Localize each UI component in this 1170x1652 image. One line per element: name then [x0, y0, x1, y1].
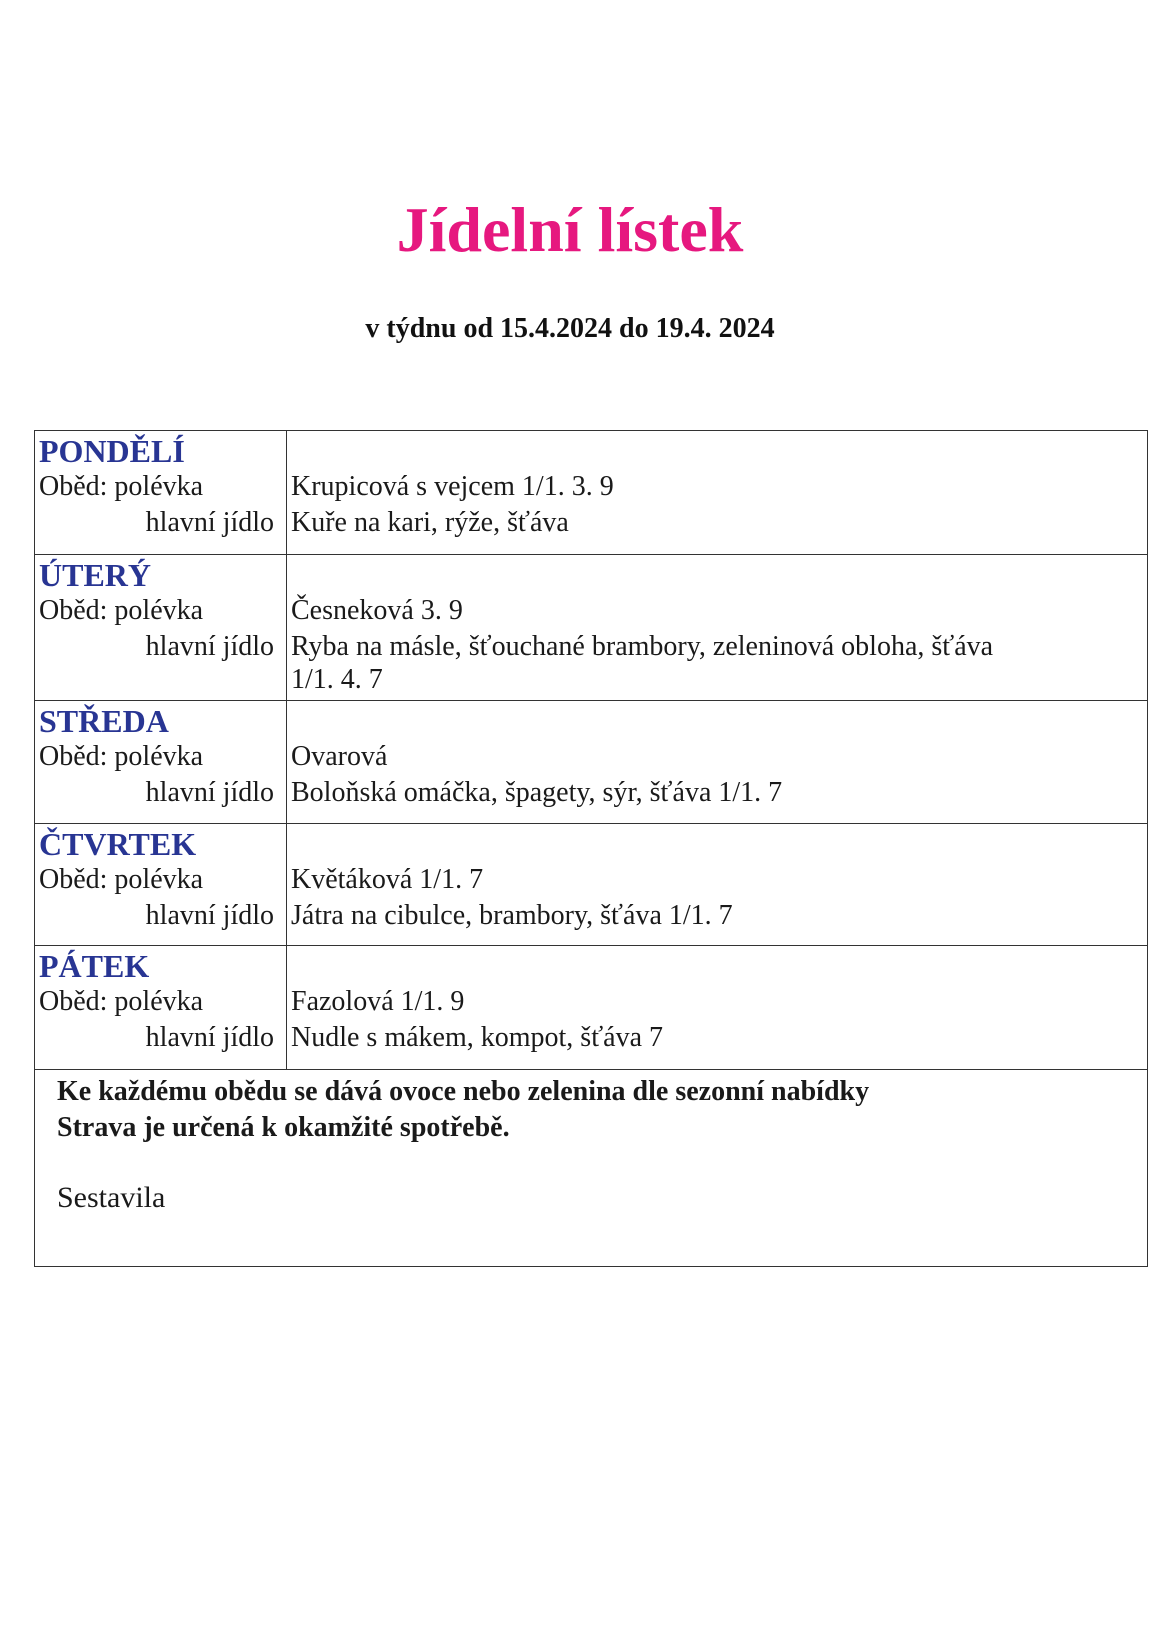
- soup-dish: Fazolová 1/1. 9: [291, 986, 465, 1017]
- footer-notes: [35, 1070, 1147, 1266]
- day-name: STŘEDA: [39, 703, 169, 739]
- author-signature: Sestavila: [57, 1181, 166, 1214]
- note-seasonal-fruit: Ke každému obědu se dává ovoce nebo zelenina dle sezonní nabídky: [57, 1076, 870, 1107]
- day-dishes-cell: [287, 946, 1147, 1069]
- day-dishes-cell: [287, 824, 1147, 945]
- main-dish-label: hlavní jídlo: [145, 777, 274, 808]
- main-dish-label: hlavní jídlo: [145, 507, 274, 538]
- main-dish: Nudle s mákem, kompot, šťáva 7: [291, 1022, 664, 1053]
- day-row-friday: [35, 946, 1147, 1070]
- day-row-monday: [35, 431, 1147, 555]
- main-dish-label: hlavní jídlo: [145, 631, 274, 662]
- day-name: PONDĚLÍ: [39, 433, 185, 469]
- page-title: Jídelní lístek: [396, 194, 744, 265]
- week-range: v týdnu od 15.4.2024 do 19.4. 2024: [365, 313, 775, 344]
- day-labels-cell: [35, 824, 287, 945]
- main-dish: Kuře na kari, rýže, šťáva: [291, 507, 569, 538]
- day-dishes-cell: [287, 431, 1147, 554]
- day-labels-cell: [35, 946, 287, 1069]
- main-dish: Ryba na másle, šťouchané brambory, zeleninová obloha, šťáva: [291, 631, 994, 662]
- day-labels-cell: [35, 555, 287, 700]
- menu-table: [34, 430, 1148, 1267]
- main-dish: Boloňská omáčka, špagety, sýr, šťáva 1/1. 7: [291, 777, 783, 808]
- day-dishes-cell: [287, 701, 1147, 823]
- soup-label: Oběd: polévka: [39, 471, 204, 502]
- soup-dish: Česneková 3. 9: [291, 595, 463, 626]
- soup-dish: Krupicová s vejcem 1/1. 3. 9: [291, 471, 614, 502]
- soup-label: Oběd: polévka: [39, 595, 204, 626]
- soup-dish: Ovarová: [291, 741, 388, 772]
- soup-label: Oběd: polévka: [39, 986, 204, 1017]
- day-name: ČTVRTEK: [39, 826, 197, 862]
- day-labels-cell: [35, 431, 287, 554]
- day-row-tuesday: [35, 555, 1147, 701]
- main-dish-label: hlavní jídlo: [145, 1022, 274, 1053]
- soup-label: Oběd: polévka: [39, 741, 204, 772]
- day-row-wednesday: [35, 701, 1147, 824]
- soup-dish: Květáková 1/1. 7: [291, 864, 484, 895]
- soup-label: Oběd: polévka: [39, 864, 204, 895]
- day-name: PÁTEK: [39, 948, 150, 984]
- main-dish-label: hlavní jídlo: [145, 900, 274, 931]
- main-dish: Játra na cibulce, brambory, šťáva 1/1. 7: [291, 900, 733, 931]
- day-name: ÚTERÝ: [39, 557, 152, 593]
- main-dish-continued: 1/1. 4. 7: [291, 664, 383, 695]
- day-dishes-cell: [287, 555, 1147, 700]
- note-immediate-consumption: Strava je určená k okamžité spotřebě.: [57, 1112, 510, 1143]
- day-labels-cell: [35, 701, 287, 823]
- day-row-thursday: [35, 824, 1147, 946]
